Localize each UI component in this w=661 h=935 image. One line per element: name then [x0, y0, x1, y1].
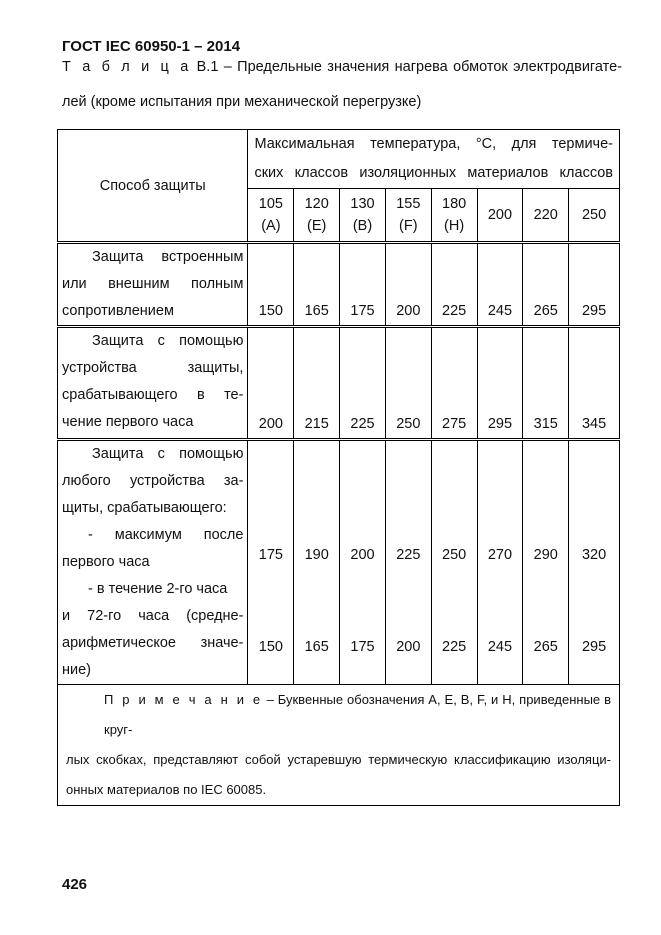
value-max: 250	[442, 547, 467, 563]
method-header-cell: Способ защиты	[58, 130, 248, 243]
class-cell: 220	[523, 189, 569, 243]
class-temp: 155	[396, 196, 421, 212]
value-cell	[523, 440, 569, 685]
value-cell: 275	[431, 327, 477, 440]
description-line: Защита с помощью	[92, 446, 244, 462]
page-number: 426	[62, 876, 88, 893]
class-temp: 105	[258, 196, 283, 212]
table-row	[58, 243, 620, 327]
class-temp: 130	[350, 196, 375, 212]
description-line: устройства защиты,	[62, 360, 244, 376]
value-cell: 250	[385, 327, 431, 440]
value-cell	[385, 440, 431, 685]
table-row	[58, 327, 620, 440]
temperature-limits-table	[57, 129, 620, 806]
value-cell: 165	[294, 243, 340, 327]
value-cell: 175	[340, 243, 386, 327]
table-row	[58, 440, 620, 685]
description-line: и 72-го часа (средне-	[62, 608, 244, 624]
class-letter: (F)	[399, 218, 418, 234]
value-cell: 295	[569, 243, 620, 327]
value-avg: 165	[304, 639, 329, 655]
description-line: сопротивлением	[62, 303, 174, 319]
class-cell	[248, 189, 294, 243]
value-avg: 150	[258, 639, 283, 655]
value-cell: 345	[569, 327, 620, 440]
table-caption-label: Т а б л и ц а	[62, 59, 192, 75]
description-line: щиты, срабатывающего:	[62, 500, 227, 516]
class-temp: 120	[304, 196, 329, 212]
value-max: 290	[533, 547, 558, 563]
value-cell: 315	[523, 327, 569, 440]
class-letter: (E)	[307, 218, 327, 234]
value-max: 190	[304, 547, 329, 563]
description-line: - в течение 2-го часа	[88, 581, 228, 597]
max-temperature-header-line-1: Максимальная температура, °C, для термиче-	[254, 136, 613, 152]
value-cell: 200	[248, 327, 294, 440]
value-cell: 295	[477, 327, 523, 440]
value-cell	[248, 440, 294, 685]
note-text: – Буквенные обозначения А, Е, В, F, и Н, приведенные в круг-	[104, 692, 611, 737]
value-cell: 225	[431, 243, 477, 327]
description-line: любого устройства за-	[62, 473, 244, 489]
description-line: Защита встроенным	[92, 249, 244, 265]
value-cell: 225	[340, 327, 386, 440]
value-max: 320	[581, 547, 607, 563]
method-description	[58, 327, 248, 440]
description-line: - максимум после	[88, 527, 244, 543]
value-max: 270	[487, 547, 513, 563]
note-line: лых скобках, представляют собой устаревшую термическую классификацию изоляци-	[66, 752, 611, 767]
value-cell	[477, 440, 523, 685]
value-max: 200	[350, 547, 375, 563]
class-cell	[340, 189, 386, 243]
value-max: 175	[258, 547, 283, 563]
value-cell: 265	[523, 243, 569, 327]
value-cell	[340, 440, 386, 685]
value-avg: 200	[396, 639, 421, 655]
value-cell: 245	[477, 243, 523, 327]
table-note-row	[58, 685, 620, 806]
class-temp: 180	[442, 196, 467, 212]
header-row	[58, 130, 620, 189]
description-line: Защита с помощью	[92, 333, 244, 349]
class-cell: 200	[477, 189, 523, 243]
class-letter: (H)	[444, 218, 465, 234]
note-line	[66, 685, 611, 745]
value-avg: 225	[442, 639, 467, 655]
value-avg: 295	[581, 639, 607, 655]
table-caption-line-1	[62, 59, 622, 75]
description-line: срабатывающего в те-	[62, 387, 244, 403]
description-line: чение первого часа	[62, 414, 194, 430]
value-avg: 245	[487, 639, 513, 655]
max-temperature-header-line-2: ских классов изоляционных материалов классов	[254, 165, 613, 181]
table-note	[58, 685, 620, 806]
value-cell	[431, 440, 477, 685]
description-line: арифметическое значе-	[62, 635, 244, 651]
class-cell	[294, 189, 340, 243]
table-caption-text: В.1 – Предельные значения нагрева обмоток электродвигате-	[191, 59, 623, 75]
value-cell: 150	[248, 243, 294, 327]
value-avg: 175	[350, 639, 375, 655]
standard-header: ГОСТ IEC 60950-1 – 2014	[62, 38, 241, 55]
value-cell	[294, 440, 340, 685]
note-line: онных материалов по IEC 60085.	[66, 782, 267, 797]
value-avg: 265	[533, 639, 558, 655]
class-cell	[431, 189, 477, 243]
description-line: первого часа	[62, 554, 150, 570]
note-label: П р и м е ч а н и е	[104, 692, 263, 707]
value-cell: 215	[294, 327, 340, 440]
table-caption-line-2: лей (кроме испытания при механической перегрузке)	[62, 94, 422, 110]
value-cell	[569, 440, 620, 685]
method-description	[58, 243, 248, 327]
value-max: 225	[396, 547, 421, 563]
description-line: ние)	[62, 662, 91, 678]
max-temperature-header	[248, 130, 620, 189]
description-line: или внешним полным	[62, 276, 244, 292]
class-letter: (A)	[261, 218, 281, 234]
class-letter: (B)	[352, 218, 373, 234]
class-cell	[385, 189, 431, 243]
value-cell: 200	[385, 243, 431, 327]
class-cell: 250	[569, 189, 620, 243]
method-description	[58, 440, 248, 685]
